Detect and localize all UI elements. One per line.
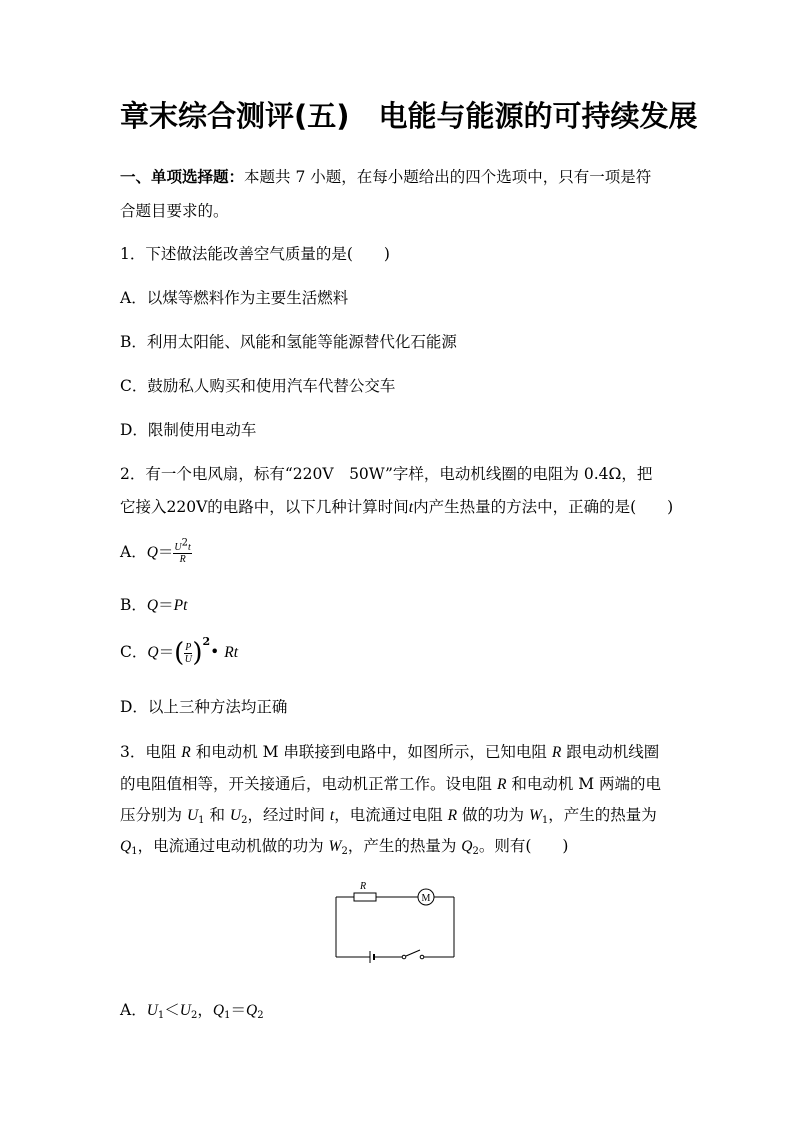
motor-label: M xyxy=(421,893,431,904)
q3-a-sub: 2 xyxy=(257,1010,264,1021)
q3-a-eq: ＝ xyxy=(230,1001,246,1019)
q2-c-Rt: Rt xyxy=(224,644,239,661)
q3-text: 3．电阻 xyxy=(120,743,182,761)
switch-contact-left xyxy=(402,955,406,959)
q3-text: ，电流通过电阻 xyxy=(334,806,448,824)
section-heading: 一、单项选择题： xyxy=(120,167,245,186)
q2-c-num: P xyxy=(185,641,192,653)
q2-c-den: U xyxy=(184,653,192,665)
q2-stem-line2 xyxy=(120,495,673,517)
q2-a-fraction xyxy=(173,537,191,565)
q3-a-U: U xyxy=(179,1002,191,1019)
page-title: 章末综合测评(五) 电能与能源的可持续发展 xyxy=(120,99,698,133)
q2-a-eq: ＝ xyxy=(157,543,174,561)
q3-a-lt: ＜ xyxy=(164,1001,180,1019)
q3-var-U: U xyxy=(186,807,199,824)
q3-stem-line1 xyxy=(120,740,659,762)
q3-stem-line4 xyxy=(120,834,568,856)
section-intro-line2: 合题目要求的。 xyxy=(120,202,229,220)
q3-var-Q: Q xyxy=(120,838,132,855)
q3-a-comma: ， xyxy=(197,1001,213,1019)
q3-text: 。则有( ) xyxy=(478,837,569,855)
q3-text: 跟电动机线圈 xyxy=(561,743,660,761)
q3-sub: 2 xyxy=(341,846,348,857)
q3-var-U: U xyxy=(229,807,242,824)
q2-stem-text-a: 它接入220V的电路中，以下几种计算时间 xyxy=(120,498,409,516)
q2-a-Q: Q xyxy=(146,544,158,561)
switch-contact-right xyxy=(420,955,424,959)
q3-text: ，产生的热量为 xyxy=(347,837,462,855)
q3-var-W: W xyxy=(328,838,342,855)
circuit-diagram xyxy=(330,876,460,966)
q2-b-prefix: B． xyxy=(120,596,147,614)
q2-a-prefix: A． xyxy=(120,543,147,561)
q3-sub: 1 xyxy=(131,846,138,857)
q3-var-W: W xyxy=(528,807,542,824)
q3-sub: 1 xyxy=(541,815,549,826)
q2-c-rparen: ) xyxy=(192,638,203,668)
q2-b-Q: Q xyxy=(146,597,159,614)
q2-a-num-U: U xyxy=(174,541,182,553)
q3-a-sub: 1 xyxy=(157,1010,165,1021)
section-text: 本题共 7 小题，在每小题给出的四个选项中，只有一项是符 xyxy=(244,168,652,186)
q3-a-sub: 2 xyxy=(191,1010,198,1021)
q3-a-Q: Q xyxy=(245,1002,258,1019)
q3-var-R: R xyxy=(447,807,458,824)
q1-option-c: C．鼓励私人购买和使用汽车代替公交车 xyxy=(120,377,396,395)
q2-b-Pt: Pt xyxy=(173,597,188,614)
q3-stem-line3 xyxy=(120,803,657,825)
q2-option-a xyxy=(120,537,192,565)
resistor-label: R xyxy=(359,881,367,892)
q3-stem-line2 xyxy=(120,772,661,794)
resistor-symbol xyxy=(354,893,376,901)
q1-option-b: B．利用太阳能、风能和氢能等能源替代化石能源 xyxy=(120,333,457,351)
q2-stem-line1: 2．有一个电风扇，标有“220V 50W”字样，电动机线圈的电阻为 0.4Ω，把 xyxy=(120,465,653,483)
q2-b-eq: ＝ xyxy=(158,596,174,614)
q3-sub: 2 xyxy=(241,815,248,826)
q2-c-sup: 2 xyxy=(202,635,211,648)
q3-a-U: U xyxy=(146,1002,158,1019)
q3-text: 和 xyxy=(204,806,230,824)
q2-a-den: R xyxy=(179,553,186,565)
q2-stem-text-b: 内产生热量的方法中，正确的是( ) xyxy=(413,498,674,516)
q3-var-t: t xyxy=(329,807,335,824)
q2-var-t: t xyxy=(408,499,414,516)
q3-text: 和电动机 M 两端的电 xyxy=(506,775,662,793)
q2-c-lparen: ( xyxy=(174,638,185,668)
q3-var-Q: Q xyxy=(461,838,473,855)
q3-text: ，产生的热量为 xyxy=(548,806,657,824)
q3-text: 做的功为 xyxy=(457,806,529,824)
q2-c-prefix: C． xyxy=(120,643,148,661)
q2-option-b xyxy=(120,593,187,615)
q3-a-prefix: A． xyxy=(120,1001,147,1019)
q2-c-dot: • xyxy=(210,643,225,661)
q3-text: 和电动机 M 串联接到电路中，如图所示，已知电阻 xyxy=(190,743,552,761)
q3-a-sub: 1 xyxy=(224,1010,231,1021)
section-intro-line1 xyxy=(120,165,651,187)
q3-option-a xyxy=(120,998,264,1020)
q2-option-d: D．以上三种方法均正确 xyxy=(120,698,288,716)
q3-a-Q: Q xyxy=(212,1002,225,1019)
q2-a-num-t: t xyxy=(188,541,191,553)
q3-text: ，电流通过电动机做的功为 xyxy=(137,837,329,855)
q3-text: ，经过时间 xyxy=(247,806,330,824)
switch-lever xyxy=(406,950,420,956)
q2-c-eq: ＝ xyxy=(158,643,175,661)
q3-sub: 2 xyxy=(472,846,479,857)
q1-stem: 1．下述做法能改善空气质量的是( ) xyxy=(120,245,390,263)
q3-var-R: R xyxy=(551,744,562,761)
q3-var-R: R xyxy=(181,744,191,761)
q3-text: 压分别为 xyxy=(120,806,187,824)
q2-a-num-sup: 2 xyxy=(181,537,189,549)
q2-c-Q: Q xyxy=(147,644,159,661)
q1-option-a: A．以煤等燃料作为主要生活燃料 xyxy=(120,289,349,307)
q3-sub: 1 xyxy=(198,815,205,826)
q1-option-d: D．限制使用电动车 xyxy=(120,421,257,439)
q2-option-c xyxy=(120,635,239,668)
q3-text: 的电阻值相等，开关接通后，电动机正常工作。设电阻 xyxy=(120,775,497,793)
q3-var-R: R xyxy=(496,776,507,793)
